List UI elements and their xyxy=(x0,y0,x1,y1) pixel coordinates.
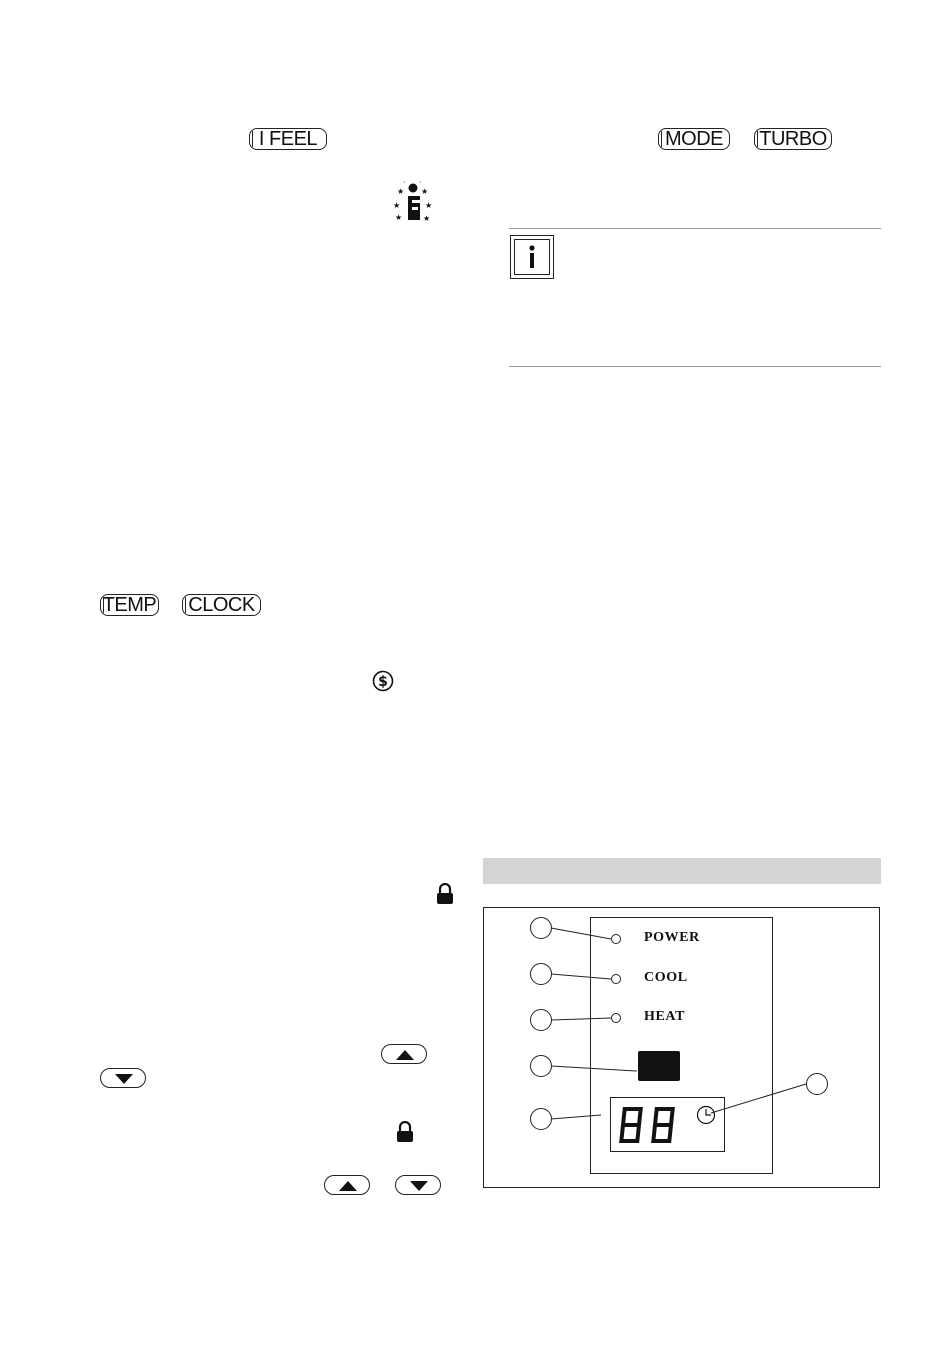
power-led xyxy=(611,934,621,944)
i-feel-symbol-icon xyxy=(393,180,433,224)
down-arrow-key xyxy=(395,1175,441,1195)
cool-led xyxy=(611,974,621,984)
temp-key: TEMP xyxy=(100,594,159,616)
info-bottom-rule xyxy=(509,366,881,367)
clock-key: CLOCK xyxy=(182,594,261,616)
callout-6 xyxy=(806,1073,828,1095)
svg-text:★: ★ xyxy=(393,201,401,210)
turbo-key: TURBO xyxy=(754,128,832,150)
digital-display xyxy=(610,1097,725,1152)
figure-header-bar xyxy=(483,858,881,884)
lock-icon xyxy=(435,883,455,905)
up-arrow-key xyxy=(324,1175,370,1195)
info-icon xyxy=(510,235,554,279)
callout-5 xyxy=(530,1108,552,1130)
down-arrow-icon xyxy=(101,1069,147,1089)
clock-icon xyxy=(695,1104,717,1126)
seven-segment-digits xyxy=(617,1106,687,1146)
svg-text:★: ★ xyxy=(425,201,433,210)
up-arrow-icon xyxy=(382,1045,428,1065)
svg-text:★: ★ xyxy=(395,213,403,222)
i-feel-key: I FEEL xyxy=(249,128,327,150)
svg-text:★: ★ xyxy=(423,214,431,223)
power-button xyxy=(638,1051,680,1081)
callout-2 xyxy=(530,963,552,985)
cool-label: COOL xyxy=(644,970,688,985)
svg-text:★: ★ xyxy=(397,187,405,196)
up-arrow-icon xyxy=(325,1176,371,1196)
up-arrow-key xyxy=(381,1044,427,1064)
down-arrow-key xyxy=(100,1068,146,1088)
heat-label: HEAT xyxy=(644,1009,686,1024)
lock-icon xyxy=(395,1121,415,1143)
svg-text:·: · xyxy=(419,180,422,187)
power-label: POWER xyxy=(644,930,700,945)
callout-4 xyxy=(530,1055,552,1077)
callout-3 xyxy=(530,1009,552,1031)
svg-text:★: ★ xyxy=(421,187,429,196)
heat-led xyxy=(611,1013,621,1023)
mode-key: MODE xyxy=(658,128,730,150)
down-arrow-icon xyxy=(396,1176,442,1196)
callout-1 xyxy=(530,917,552,939)
info-top-rule xyxy=(509,228,881,229)
svg-text:$: $ xyxy=(378,674,388,690)
svg-text:·: · xyxy=(403,180,406,187)
dollar-icon xyxy=(372,670,394,692)
